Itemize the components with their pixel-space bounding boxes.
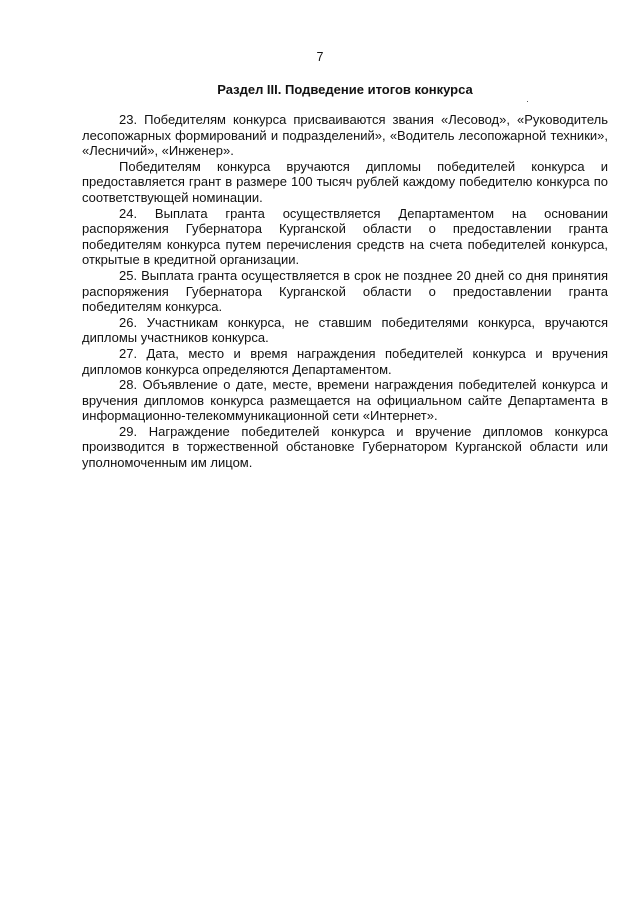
paragraph-28: 28. Объявление о дате, месте, времени награждения победителей конкурса и вручения дипломов конкурса размещается на официальном сайте Департамента в информационно-телекоммуникационной сети «Интернет».	[82, 377, 608, 424]
paragraph-29: 29. Награждение победителей конкурса и вручение дипломов конкурса производится в торжественной обстановке Губернатором Курганской области или уполномоченным им лицом.	[82, 423, 608, 471]
paragraph-23-continued: Победителям конкурса вручаются дипломы победителей конкурса и предоставляется грант в размере 100 тысяч рублей каждому победителю конкурса по соответствующей номинации.	[82, 158, 608, 205]
section-body	[82, 112, 608, 471]
paragraph-24: 24. Выплата гранта осуществляется Департаментом на основании распоряжения Губернатора Курганской области о предоставлении гранта победителям конкурса путем перечисления средств на счета победителей конкурса, открытые в кредитной организации.	[82, 205, 608, 268]
scan-speck	[527, 101, 528, 102]
page-number: 7	[316, 50, 324, 64]
paragraph-23: 23. Победителям конкурса присваиваются звания «Лесовод», «Руководитель лесопожарных формирований и подразделений», «Водитель лесопожарной техники», «Лесничий», «Инженер».	[82, 112, 608, 159]
paragraph-26: 26. Участникам конкурса, не ставшим победителями конкурса, вручаются дипломы участников конкурса.	[82, 314, 608, 346]
paragraph-27: 27. Дата, место и время награждения победителей конкурса и вручения дипломов конкурса определяются Департаментом.	[82, 345, 608, 377]
section-title: Раздел III. Подведение итогов конкурса	[217, 82, 473, 97]
paragraph-25: 25. Выплата гранта осуществляется в срок не позднее 20 дней со дня принятия распоряжения Губернатора Курганской области о предоставлении гранта победителям конкурса.	[82, 267, 608, 315]
